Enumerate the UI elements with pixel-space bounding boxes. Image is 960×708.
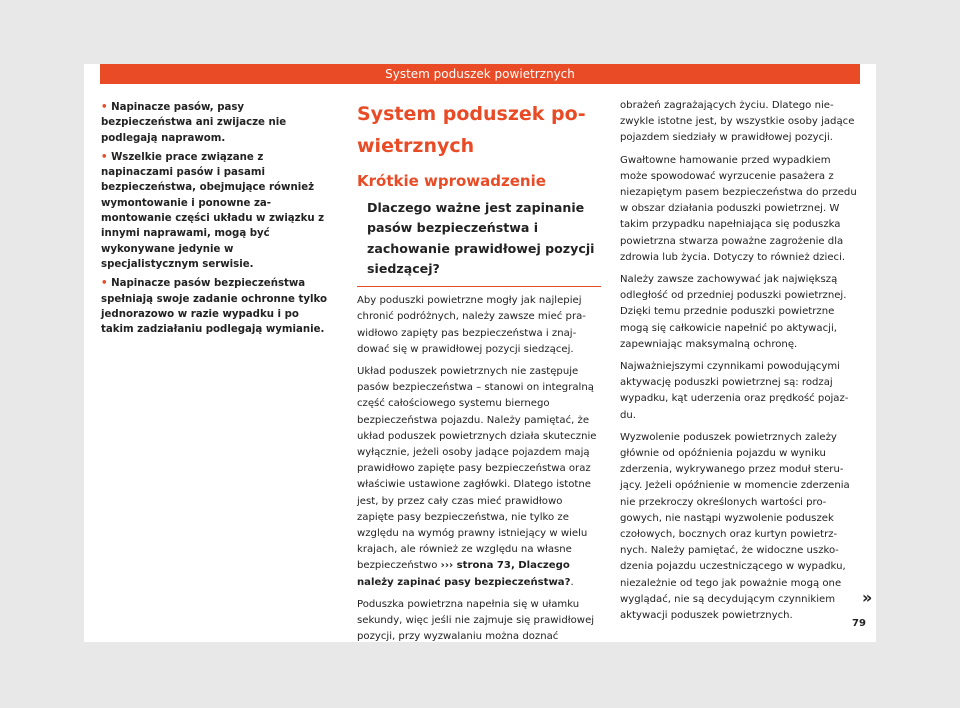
left-column [101,100,334,341]
section-subtitle: Krótkie wprowadzenie [357,172,546,190]
chapter-title: System poduszek powietrznych [357,103,586,157]
paragraph: Gwałtowne hamowanie przed wypadkiem może spowodować wyrzucenie pasażera z niezapiętym pasem bezpieczeństwa do przedu w obszar działania poduszki powietrznej. W takim przypadku napełniająca się poduszka powietrzna stwarza poważne zagrożenie dla zdrowia lub życia. Dotyczy to również dzieci. [620,154,857,263]
bullet-item: • Napinacze pasów, pasy bezpieczeństwa ani zwijacze nie podlegają naprawom. [101,102,287,144]
paragraph: Poduszka powietrzna napełnia się w ułamku sekundy, więc jeśli nie zajmuje się prawidłowej pozycji, przy wyzwalaniu można doznać [357,598,595,643]
bullet-dot-icon: • [101,102,108,113]
paragraph: Układ poduszek powietrznych nie zastępuje pasów bezpieczeństwa – stanowi on integralną część całościowego systemu biernego bezpieczeństwa pojazdu. Należy pamiętać, że układ poduszek powietrznych działa skutecznie wyłącznie, jeżeli osoby jadące pojazdem mają prawidłowo zapięte pasy bezpieczeństwa oraz właściwie ustawione zagłówki. Dlatego istotne jest, by przez cały czas mieć prawidłowo zapięte pasy bezpieczeństwa, nie tylko ze względu na wymóg prawny istniejący w wielu krajach, ale również ze względu na własne bezpieczeństwo ››› strona 73, Dlaczego należy zapinać pasy bezpieczeństwa?. [357,366,597,588]
paragraph: Najważniejszymi czynnikami powodującymi aktywację poduszki powietrznej są: rodzaj wypadku, kąt uderzenia oraz prędkość pojazdu. [620,361,849,421]
paragraph: Wyzwolenie poduszek powietrznych zależy głównie od opóźnienia pojazdu w wyniku zderzenia, wykrywanego przez moduł sterujący. Jeżeli opóźnienie w momencie zderzenia nie przekroczy określonych wartości progowych, nie nastąpi wyzwolenie poduszek czołowych, bocznych oraz kurtyn powietrznych. Należy pamiętać, że widoczne uszkodzenia pojazdu uczestniczącego w wypadku, niezależnie od tego jak poważnie mogą one wyglądać, nie są decydującym czynnikiem aktywacji poduszek powietrznych. [620,431,850,622]
paragraph: Aby poduszki powietrzne mogły jak najlepiej chronić podróżnych, należy zawsze mieć prawidłowo zapięty pas bezpieczeństwa i znajdować się w prawidłowej pozycji siedzącej. [357,295,586,355]
paragraph: obrażeń zagrażających życiu. Dlatego niezwykle istotne jest, by wszystkie osoby jadące pojazdem siedziały w prawidłowej pozycji. [620,100,855,144]
right-column [620,98,860,630]
middle-column [357,98,601,651]
question-heading: Dlaczego ważne jest zapinanie pasów bezpieczeństwa i zachowanie prawidłowej pozycji siedzącej? [357,198,601,287]
bullet-dot-icon: • [101,151,108,163]
cross-reference-link[interactable]: ››› strona 73, Dlaczego należy zapinać pasy bezpieczeństwa? [357,560,571,588]
bullet-item: • Wszelkie prace związane z napinaczami pasów i pasami bezpieczeństwa, obejmujące również wymontowanie i ponowne zamontowanie części układu w związku z innymi naprawami, mogą być wykonywane jedynie w specjalistycznym serwisie. [101,151,325,270]
page-number: 79 [852,618,866,629]
continue-icon: » [862,588,873,607]
bullet-item: • Napinacze pasów bezpieczeństwa spełniają swoje zadanie ochronne tylko jednorazowo w razie wypadku i po takim zadziałaniu podlegają wymianie. [101,278,327,336]
paragraph: Należy zawsze zachowywać jak największą odległość od przedniej poduszki powietrznej. Dzięki temu przednie poduszki powietrzne mogą się całkowicie napełnić po aktywacji, zapewniając maksymalną ochronę. [620,274,847,350]
section-header: System poduszek powietrznych [100,64,860,84]
bullet-dot-icon: • [101,278,108,290]
